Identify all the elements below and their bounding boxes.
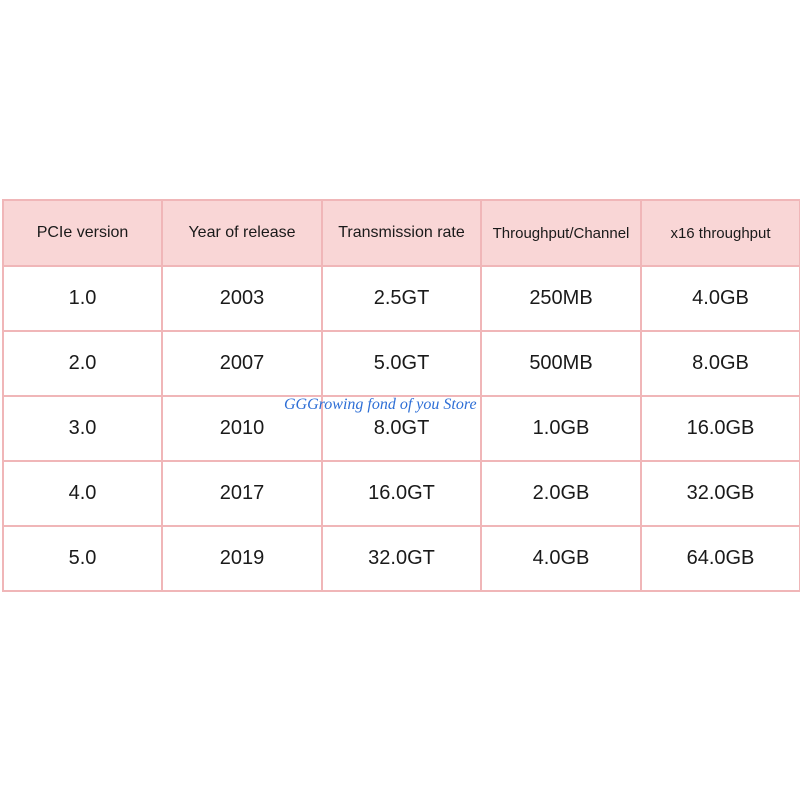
cell-transmission-rate: 32.0GT [322,526,481,591]
table-row [3,331,800,396]
cell-year: 2003 [162,266,322,331]
cell-year: 2007 [162,331,322,396]
cell-throughput-channel: 250MB [481,266,641,331]
header-x16-throughput: x16 throughput [641,200,800,266]
cell-x16-throughput: 32.0GB [641,461,800,526]
cell-transmission-rate: 8.0GT [322,396,481,461]
cell-throughput-channel: 500MB [481,331,641,396]
cell-version: 5.0 [3,526,162,591]
cell-x16-throughput: 4.0GB [641,266,800,331]
table-row [3,396,800,461]
cell-version: 4.0 [3,461,162,526]
cell-version: 3.0 [3,396,162,461]
cell-year: 2010 [162,396,322,461]
store-watermark: GGGrowing fond of you Store [284,396,477,413]
cell-transmission-rate: 16.0GT [322,461,481,526]
table-row [3,526,800,591]
table-row [3,266,800,331]
header-throughput-channel: Throughput/Channel [481,200,641,266]
cell-x16-throughput: 8.0GB [641,331,800,396]
header-pcie-version: PCIe version [3,200,162,266]
cell-year: 2017 [162,461,322,526]
cell-year: 2019 [162,526,322,591]
cell-version: 1.0 [3,266,162,331]
cell-throughput-channel: 4.0GB [481,526,641,591]
cell-throughput-channel: 1.0GB [481,396,641,461]
cell-transmission-rate: 2.5GT [322,266,481,331]
cell-throughput-channel: 2.0GB [481,461,641,526]
cell-x16-throughput: 64.0GB [641,526,800,591]
header-year-of-release: Year of release [162,200,322,266]
cell-x16-throughput: 16.0GB [641,396,800,461]
header-transmission-rate: Transmission rate [322,200,481,266]
pcie-spec-table [2,199,800,592]
table-row [3,461,800,526]
cell-transmission-rate: 5.0GT [322,331,481,396]
table-header-row [3,200,800,266]
cell-version: 2.0 [3,331,162,396]
